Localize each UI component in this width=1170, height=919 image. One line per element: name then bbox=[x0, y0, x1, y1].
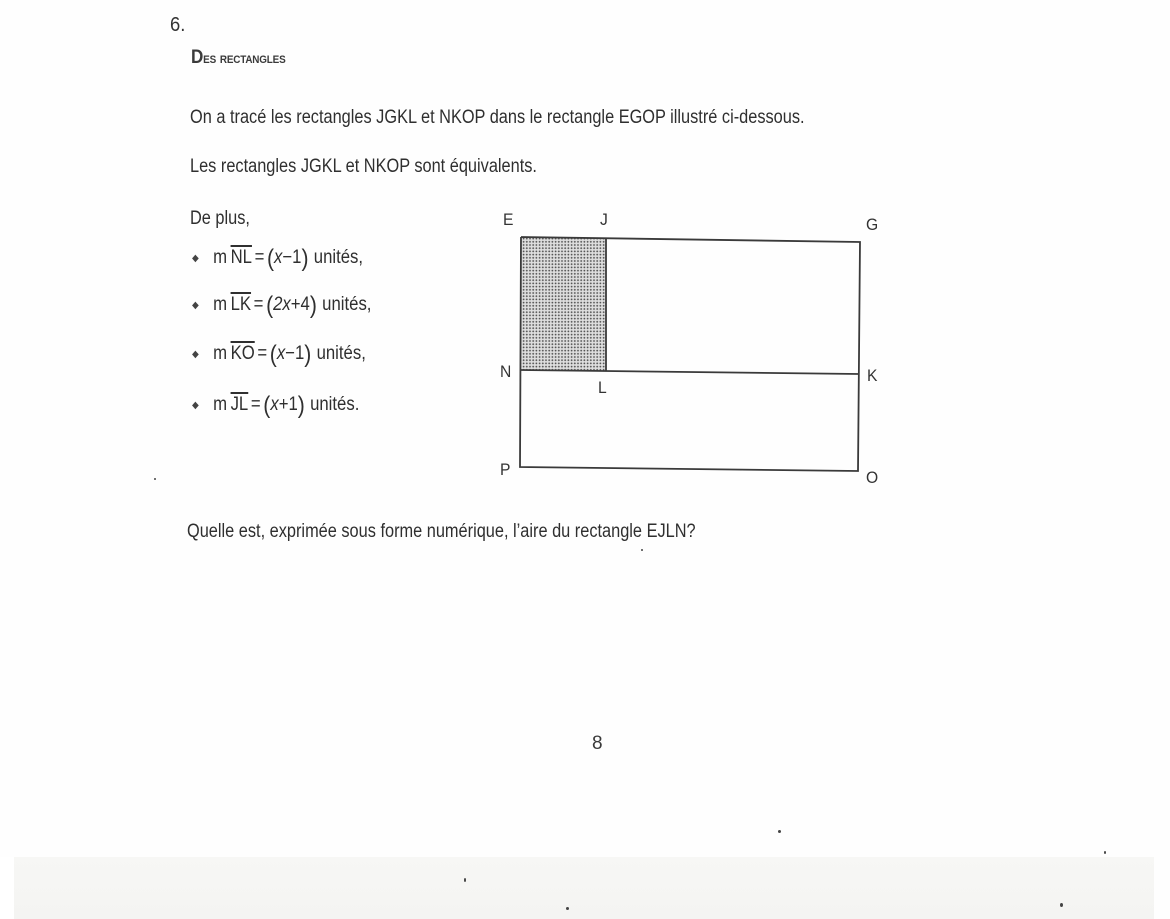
expression-rest: +4 bbox=[290, 294, 310, 315]
vertex-label-e: E bbox=[503, 210, 514, 229]
vertex-label-o: O bbox=[866, 468, 879, 487]
expression-variable: x bbox=[270, 394, 279, 415]
segment-nk bbox=[521, 370, 859, 374]
title-first-letter: D bbox=[191, 47, 204, 68]
vertex-label-g: G bbox=[866, 215, 879, 234]
measure-symbol: m bbox=[213, 394, 228, 415]
expression-variable: x bbox=[276, 343, 286, 364]
close-paren: ) bbox=[297, 391, 305, 419]
expression bbox=[273, 294, 310, 316]
close-paren: ) bbox=[309, 291, 317, 319]
question-number: 6. bbox=[170, 14, 186, 36]
close-paren: ) bbox=[301, 244, 309, 272]
scan-speck bbox=[464, 878, 466, 882]
open-paren: ( bbox=[267, 244, 275, 272]
measure-symbol: m bbox=[213, 294, 228, 315]
equals-sign: = bbox=[257, 343, 268, 364]
given-item-lk bbox=[192, 291, 372, 319]
open-paren: ( bbox=[269, 340, 277, 368]
shaded-rectangle-ejln bbox=[521, 237, 606, 371]
diamond-bullet-icon: ◆ bbox=[192, 399, 199, 411]
equals-sign: = bbox=[254, 247, 265, 268]
segment-name: $\overline{KO}$ bbox=[230, 343, 255, 364]
expression-variable: x bbox=[274, 247, 283, 268]
close-paren: ) bbox=[304, 340, 312, 368]
scan-speck bbox=[566, 907, 569, 910]
scanner-shadow-band bbox=[14, 857, 1154, 919]
expression-rest: −1 bbox=[282, 247, 302, 268]
measure-symbol: m bbox=[213, 343, 228, 364]
scan-speck bbox=[1060, 903, 1063, 907]
scan-speck bbox=[1104, 851, 1106, 854]
vertex-label-k: K bbox=[867, 366, 878, 385]
page-number: 8 bbox=[592, 733, 603, 754]
given-intro: De plus, bbox=[190, 208, 250, 229]
expression bbox=[274, 247, 301, 269]
vertex-label-n: N bbox=[500, 362, 512, 381]
diamond-bullet-icon: ◆ bbox=[192, 348, 199, 360]
vertex-label-p: P bbox=[500, 460, 511, 479]
unit-label: unités, bbox=[313, 247, 364, 268]
expression bbox=[270, 394, 297, 416]
expression-rest: +1 bbox=[278, 394, 298, 415]
equals-sign: = bbox=[253, 294, 264, 315]
given-item-ko bbox=[192, 340, 366, 368]
equals-sign: = bbox=[250, 394, 261, 415]
question-prompt: Quelle est, exprimée sous forme numérique, l’aire du rectangle EJLN? bbox=[187, 521, 696, 542]
unit-label: unités, bbox=[316, 343, 366, 364]
vertex-label-j: J bbox=[600, 210, 608, 229]
title-rest: es rectangles bbox=[203, 50, 286, 67]
given-item-nl bbox=[192, 244, 364, 272]
expression-rest: −1 bbox=[285, 343, 305, 364]
question-title bbox=[191, 47, 286, 69]
diamond-bullet-icon: ◆ bbox=[192, 299, 199, 311]
rectangle-egop-figure bbox=[490, 205, 900, 495]
segment-name: $\overline{JL}$ bbox=[230, 394, 249, 415]
vertex-label-l: L bbox=[598, 378, 607, 397]
unit-label: unités, bbox=[322, 294, 372, 315]
measure-symbol: m bbox=[213, 247, 228, 268]
scan-speck bbox=[778, 830, 781, 833]
given-item-jl bbox=[192, 391, 360, 419]
expression bbox=[277, 343, 304, 365]
rectangle-diagram bbox=[490, 205, 900, 495]
segment-name: $\overline{NL}$ bbox=[230, 247, 252, 268]
expression-variable: 2x bbox=[273, 294, 291, 315]
scan-speck bbox=[641, 549, 643, 551]
segment-name: $\overline{LK}$ bbox=[230, 294, 252, 315]
diamond-bullet-icon: ◆ bbox=[192, 252, 199, 264]
open-paren: ( bbox=[266, 291, 274, 319]
unit-label: unités. bbox=[310, 394, 360, 415]
intro-paragraph: On a tracé les rectangles JGKL et NKOP dans le rectangle EGOP illustré ci-dessous. bbox=[190, 107, 805, 128]
scan-speck bbox=[154, 478, 156, 480]
scanner-edge bbox=[0, 857, 14, 919]
open-paren: ( bbox=[263, 391, 271, 419]
statement-paragraph: Les rectangles JGKL et NKOP sont équivalents. bbox=[190, 156, 537, 177]
